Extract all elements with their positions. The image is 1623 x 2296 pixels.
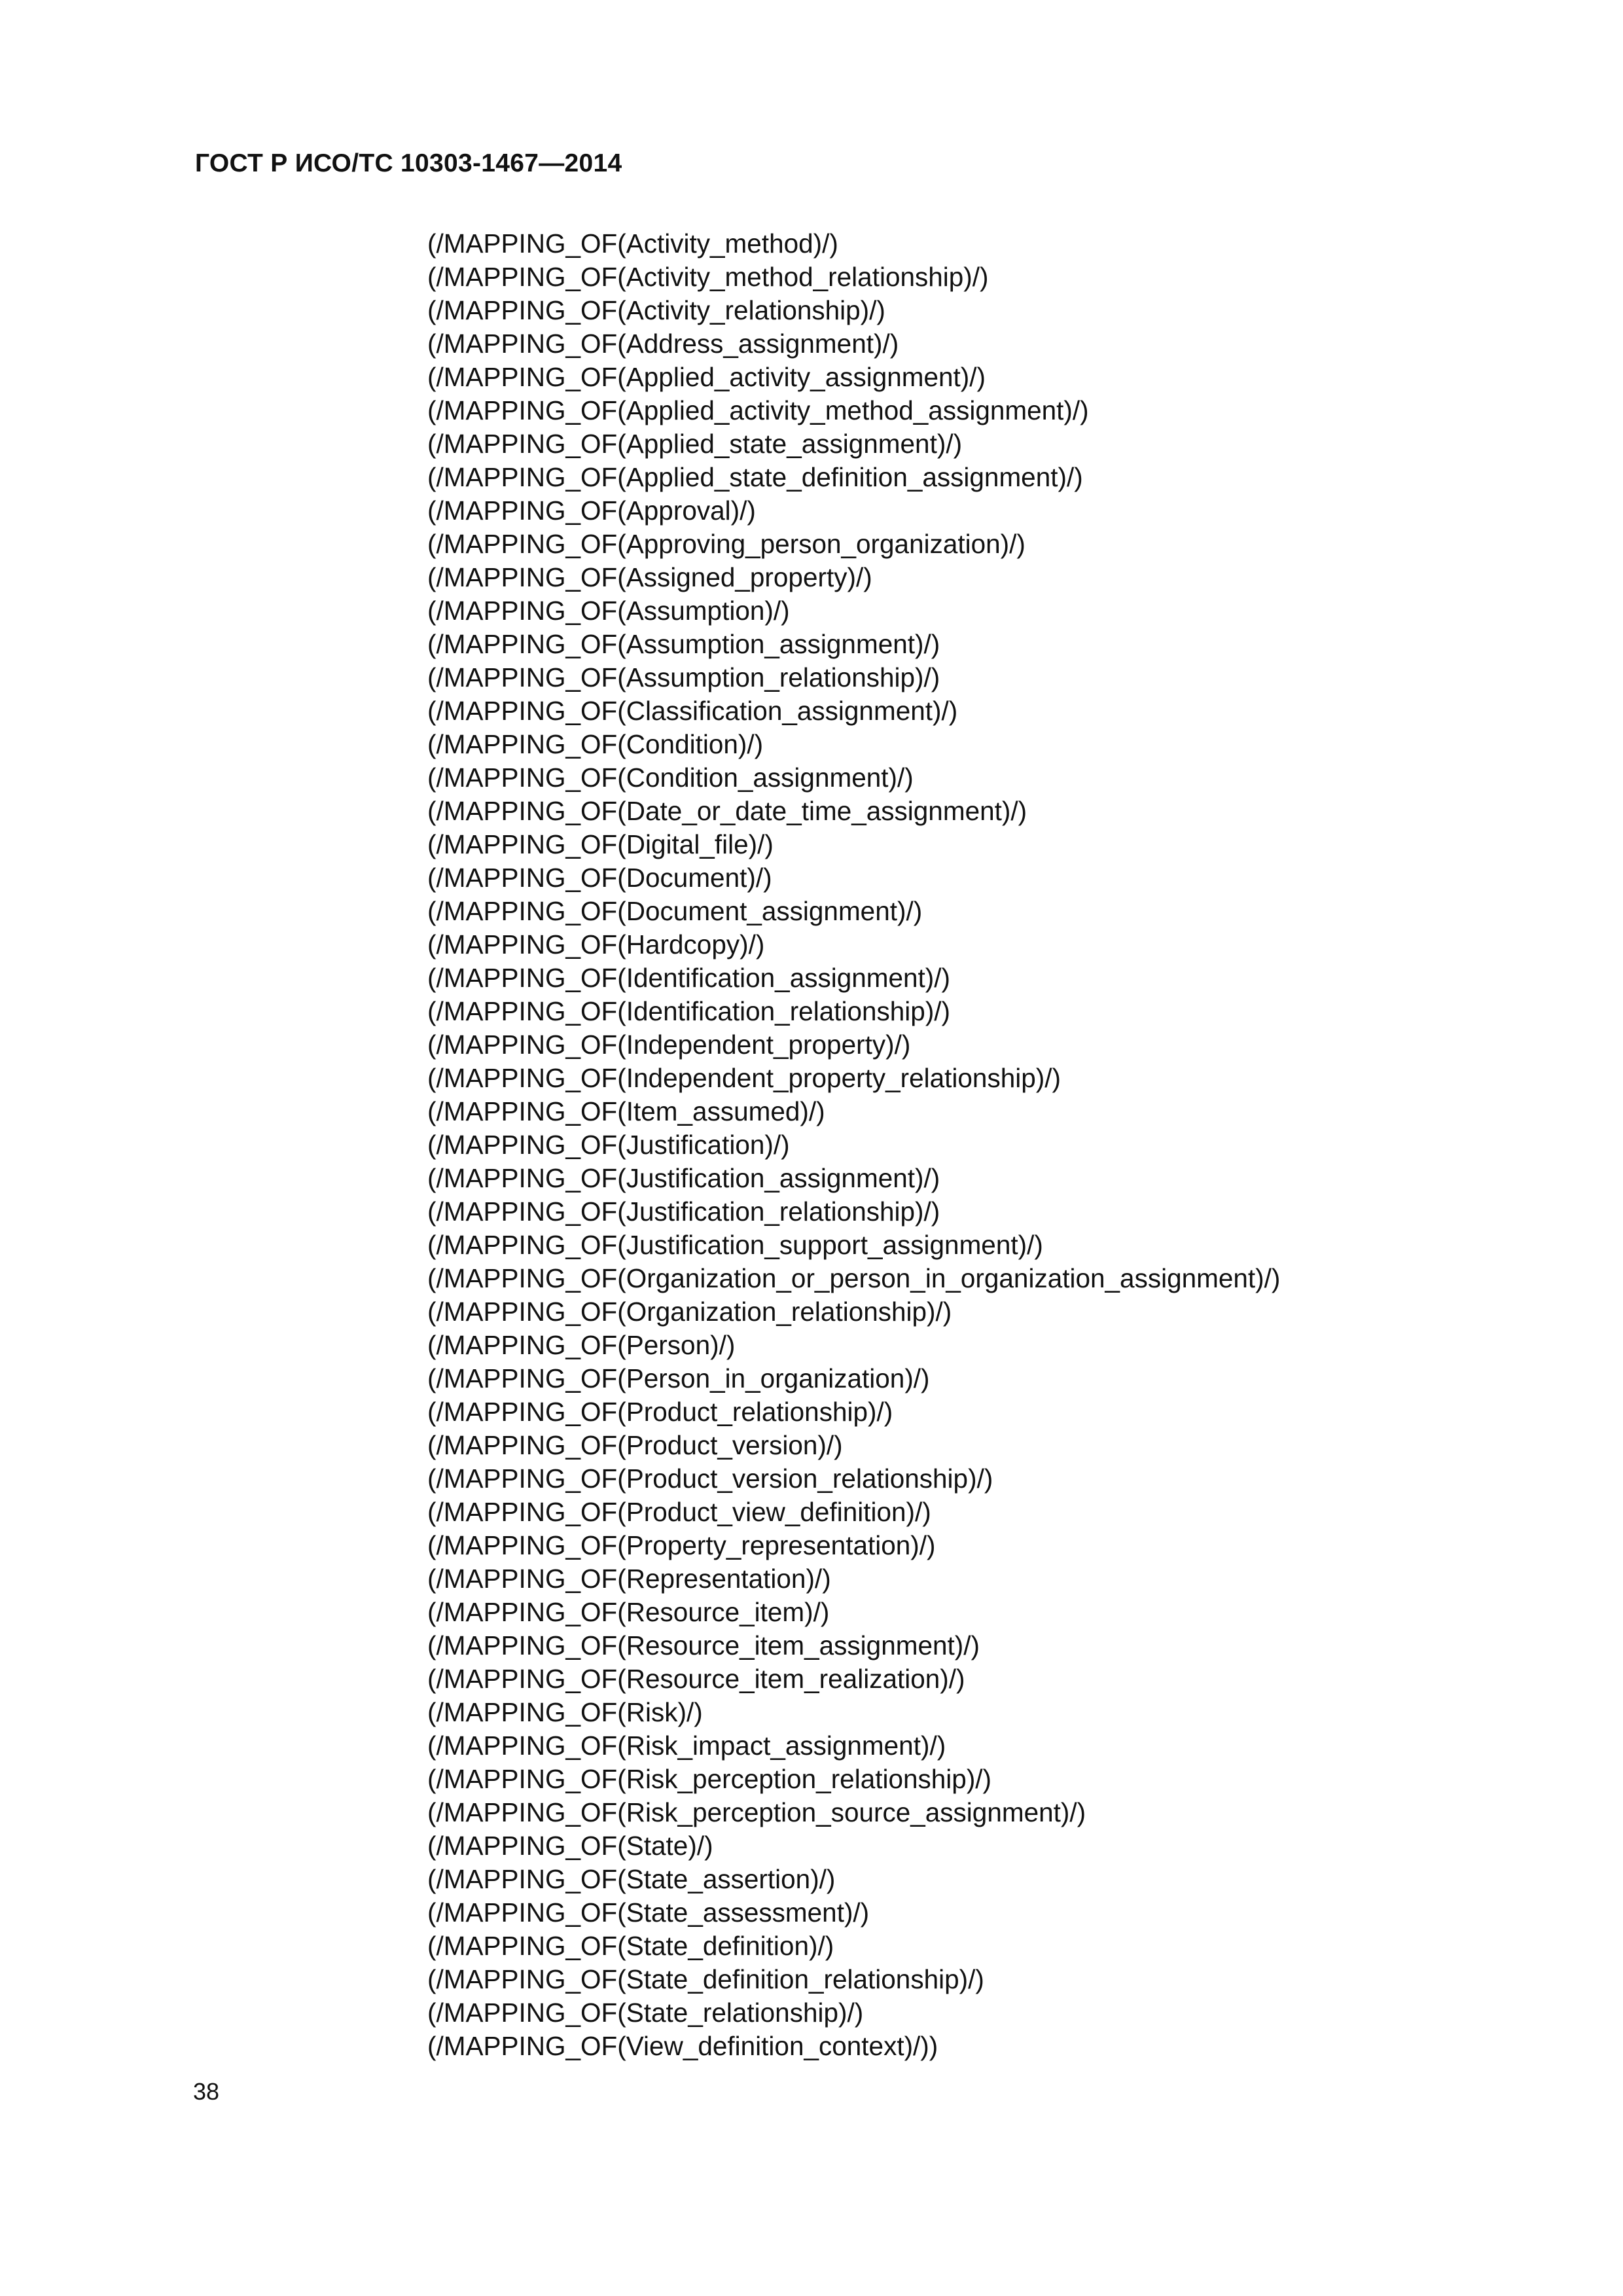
mapping-line: (/MAPPING_OF(Representation)/) [427,1564,831,1594]
mapping-line: (/MAPPING_OF(Identification_relationship)/) [427,996,951,1026]
mapping-line: (/MAPPING_OF(State_assertion)/) [427,1864,836,1894]
mapping-line: (/MAPPING_OF(Approving_person_organization)/) [427,529,1026,559]
mapping-line: (/MAPPING_OF(Activity_method)/) [427,228,838,259]
page-number: 38 [193,2078,220,2105]
mapping-line: (/MAPPING_OF(View_definition_context)/)) [427,2031,938,2061]
mapping-line: (/MAPPING_OF(Approval)/) [427,495,756,526]
mapping-line: (/MAPPING_OF(Organization_or_person_in_organization_assignment)/) [427,1263,1281,1293]
mapping-line: (/MAPPING_OF(Address_assignment)/) [427,329,899,359]
mapping-line: (/MAPPING_OF(Applied_activity_method_assignment)/) [427,395,1089,425]
mapping-line: (/MAPPING_OF(Risk_impact_assignment)/) [427,1731,946,1761]
mapping-line: (/MAPPING_OF(State_relationship)/) [427,1998,864,2028]
mapping-line: (/MAPPING_OF(Condition_assignment)/) [427,762,914,793]
mapping-line: (/MAPPING_OF(Organization_relationship)/) [427,1297,952,1327]
mapping-line: (/MAPPING_OF(Item_assumed)/) [427,1096,825,1126]
mapping-line: (/MAPPING_OF(Date_or_date_time_assignment)/) [427,796,1027,826]
mapping-line: (/MAPPING_OF(Resource_item_assignment)/) [427,1630,980,1660]
mapping-line: (/MAPPING_OF(State_definition)/) [427,1931,834,1961]
mapping-line: (/MAPPING_OF(Product_relationship)/) [427,1397,893,1427]
mapping-line: (/MAPPING_OF(State_assessment)/) [427,1897,870,1928]
mapping-line: (/MAPPING_OF(Product_version)/) [427,1430,843,1460]
mapping-line: (/MAPPING_OF(Justification)/) [427,1130,790,1160]
mapping-line: (/MAPPING_OF(Document_assignment)/) [427,896,923,926]
mapping-line: (/MAPPING_OF(Applied_state_assignment)/) [427,429,963,459]
mapping-line: (/MAPPING_OF(State_definition_relationship)/) [427,1964,984,1994]
document-header-standard-id: ГОСТ Р ИСО/ТС 10303-1467—2014 [195,149,622,177]
mapping-line: (/MAPPING_OF(Person_in_organization)/) [427,1363,930,1393]
mapping-line: (/MAPPING_OF(Product_version_relationship)/) [427,1463,993,1494]
mapping-line: (/MAPPING_OF(Hardcopy)/) [427,929,765,960]
mapping-line: (/MAPPING_OF(Resource_item_realization)/) [427,1664,965,1694]
mapping-line: (/MAPPING_OF(Digital_file)/) [427,829,774,859]
mapping-line: (/MAPPING_OF(Independent_property_relationship)/) [427,1063,1061,1093]
mapping-line: (/MAPPING_OF(Applied_state_definition_assignment)/) [427,462,1083,492]
mapping-line: (/MAPPING_OF(Property_representation)/) [427,1530,936,1560]
mapping-line: (/MAPPING_OF(Identification_assignment)/) [427,963,951,993]
mapping-line: (/MAPPING_OF(Classification_assignment)/) [427,696,958,726]
mapping-line: (/MAPPING_OF(Assumption)/) [427,596,790,626]
mapping-line: (/MAPPING_OF(Document)/) [427,863,772,893]
mapping-line: (/MAPPING_OF(Assumption_relationship)/) [427,662,940,692]
mapping-line: (/MAPPING_OF(Activity_relationship)/) [427,295,885,325]
mapping-line: (/MAPPING_OF(Applied_activity_assignment)/) [427,362,986,392]
mapping-line: (/MAPPING_OF(Condition)/) [427,729,764,759]
mapping-list [427,227,1280,2063]
mapping-line: (/MAPPING_OF(Justification_assignment)/) [427,1163,940,1193]
mapping-line: (/MAPPING_OF(Activity_method_relationship)/) [427,262,989,292]
mapping-line: (/MAPPING_OF(Resource_item)/) [427,1597,830,1627]
mapping-line: (/MAPPING_OF(Justification_support_assignment)/) [427,1230,1043,1260]
mapping-line: (/MAPPING_OF(Assigned_property)/) [427,562,872,592]
mapping-line: (/MAPPING_OF(Assumption_assignment)/) [427,629,940,659]
mapping-line: (/MAPPING_OF(Risk_perception_source_assignment)/) [427,1797,1086,1827]
mapping-line: (/MAPPING_OF(Justification_relationship)/) [427,1196,940,1227]
mapping-line: (/MAPPING_OF(Product_view_definition)/) [427,1497,931,1527]
mapping-line: (/MAPPING_OF(Risk)/) [427,1697,703,1727]
mapping-line: (/MAPPING_OF(Person)/) [427,1330,736,1360]
mapping-line: (/MAPPING_OF(Independent_property)/) [427,1030,911,1060]
mapping-line: (/MAPPING_OF(Risk_perception_relationship)/) [427,1764,992,1794]
mapping-line: (/MAPPING_OF(State)/) [427,1831,713,1861]
